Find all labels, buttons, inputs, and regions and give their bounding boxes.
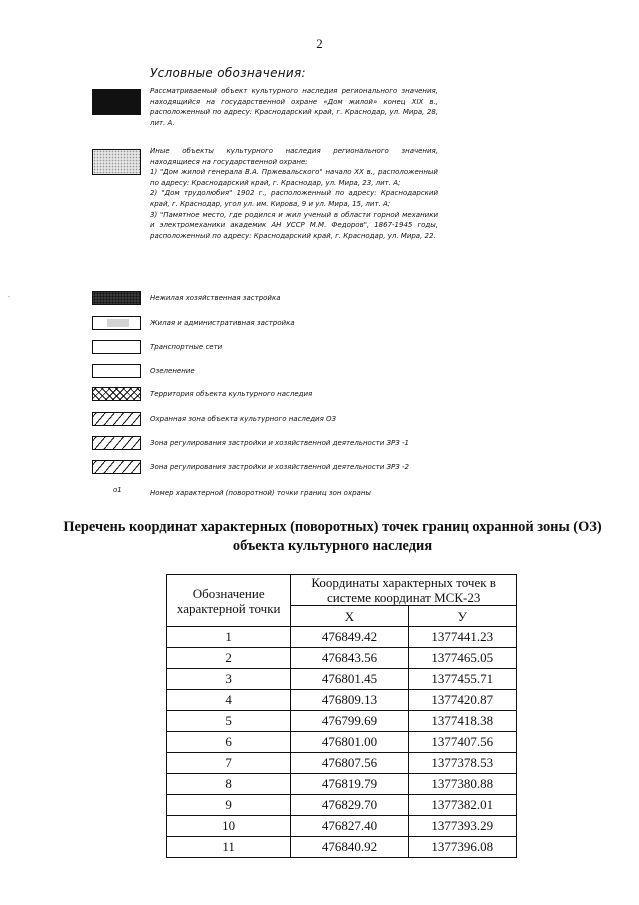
- swatch-black: [92, 89, 141, 115]
- swatch-hatch: [92, 460, 141, 474]
- point-marker-icon: о1: [113, 486, 122, 494]
- table-row: 5 476799.69 1377418.38: [167, 711, 517, 732]
- swatch-dotted: [92, 149, 141, 175]
- table-row: 1 476849.42 1377441.23: [167, 627, 517, 648]
- scan-speck: .: [8, 292, 10, 299]
- swatch-white: [92, 364, 141, 378]
- table-row: 3 476801.45 1377455.71: [167, 669, 517, 690]
- point-marker-label: Номер характерной (поворотной) точки границ зон охраны: [150, 489, 371, 497]
- table-row: 9 476829.70 1377382.01: [167, 795, 517, 816]
- header-y: У: [408, 606, 516, 627]
- coordinates-table: [166, 574, 517, 858]
- table-row: 2 476843.56 1377465.05: [167, 648, 517, 669]
- header-coordinates-group: Координаты характерных точек в системе координат МСК-23: [291, 575, 517, 606]
- legend-text-main-object: Рассматриваемый объект культурного наследия регионального значения, находящийся на государственной охране «Дом жилой» конец XIX в., расположенный по адресу: Краснодарский край, г. Краснодар, ул. Мира, 28, лит. А.: [150, 87, 438, 127]
- swatch-crosshatch: [92, 387, 141, 401]
- swatch-white: [92, 340, 141, 354]
- table-row: 7 476807.56 1377378.53: [167, 753, 517, 774]
- swatch-hatch: [92, 436, 141, 450]
- table-row: 6 476801.00 1377407.56: [167, 732, 517, 753]
- header-point-designation: Обозначение характерной точки: [167, 575, 291, 627]
- legend-text-other-objects: Иные объекты культурного наследия регионального значения, находящиеся на государственной охране: 1) "Дом жилой генерала В.А. Пржевальского" начало XX в., расположенный по адресу: Краснодарский край, г. Краснодар, ул. Мира, 23, лит. А; 2) "Дом трудолюбия" 1902 г., расположенный по адресу: Краснодарский край, г. Краснодар, угол ул. им. Кирова, 9 и ул. Мира, 15, лит. А; 3) "Памятное место, где родился и жил ученый в области горной механики и электромеханики академик АН УССР М.М. Федоров", 1867-1945 годы, расположенный по адресу: Краснодарский край, г. Краснодар, ул. Мира, 22.: [150, 147, 438, 240]
- table-row: 8 476819.79 1377380.88: [167, 774, 517, 795]
- legend-title: Условные обозначения:: [150, 66, 306, 80]
- table-row: 11 476840.92 1377396.08: [167, 837, 517, 858]
- header-x: X: [291, 606, 408, 627]
- table-row: 4 476809.13 1377420.87: [167, 690, 517, 711]
- page-number: 2: [316, 36, 323, 51]
- swatch-dark-gray: [92, 291, 141, 305]
- swatch-light-gray: [92, 316, 141, 330]
- section-title: Перечень координат характерных (поворотных) точек границ охранной зоны (ОЗ) объекта культурного наследия: [63, 519, 602, 554]
- table-row: 10 476827.40 1377393.29: [167, 816, 517, 837]
- swatch-hatch: [92, 412, 141, 426]
- document-page: 2 Условные обозначения: Рассматриваемый объект культурного наследия регионального значения, находящийся на государственной охране «Дом жилой» конец XIX в., расположенный по адресу: Краснодарский край, г. Краснодар, ул. Мира, 28, лит. А. Иные объекты культурного наследия регионального значения, находящиеся на государственной охране: 1) "Дом жилой генерала В.А. Пржевальского" начало XX в., расположенный по адресу: Краснодарский край, г. Краснодар, ул. Мира, 23, лит. А; 2) "Дом трудолюбия" 1902 г., расположенный по адресу: Краснодарский край, г. Краснодар, угол ул. им. Кирова, 9 и ул. Мира, 15, лит. А; 3) "Памятное место, где родился и жил ученый в области горной механики и электромеханики академик АН УССР М.М. Федоров", 1867-1945 годы, расположенный по адресу: Краснодарский край, г. Краснодар, ул. Мира, 22. . Нежилая хозяйственная застройка Жилая и административная застройка Транспортные сети Озеленение Территория объекта культурного наследия Охранная зона объекта культурного наследия ОЗ Зона регулирования застройки и хозяйственной деятельности ЗРЗ -1 Зона регулирования застройки и хозяйственной деятельности ЗРЗ -2 о1 Номер характерной (поворотной) точки границ зон охраны Перечень координат характерных (поворотных) точек границ охранной зоны (ОЗ) объекта культурного наследия Обозначение характерной точки Координаты характерных точек в системе координат МСК-23 X У 1 476849.42 1377441.23 2 476843.56 1377465.05 3 476801.45 1377455.71 4 476809.13 1377420.87 5 476799.69 1377418.38 6 476801.00 1377407.56 7 476807.56 1377378.53 8 476819.79 1377380.88 9 476829.70 1377382.01 10 476827.40 1377393.29 11 476840.92 1377396.08: [0, 0, 639, 905]
